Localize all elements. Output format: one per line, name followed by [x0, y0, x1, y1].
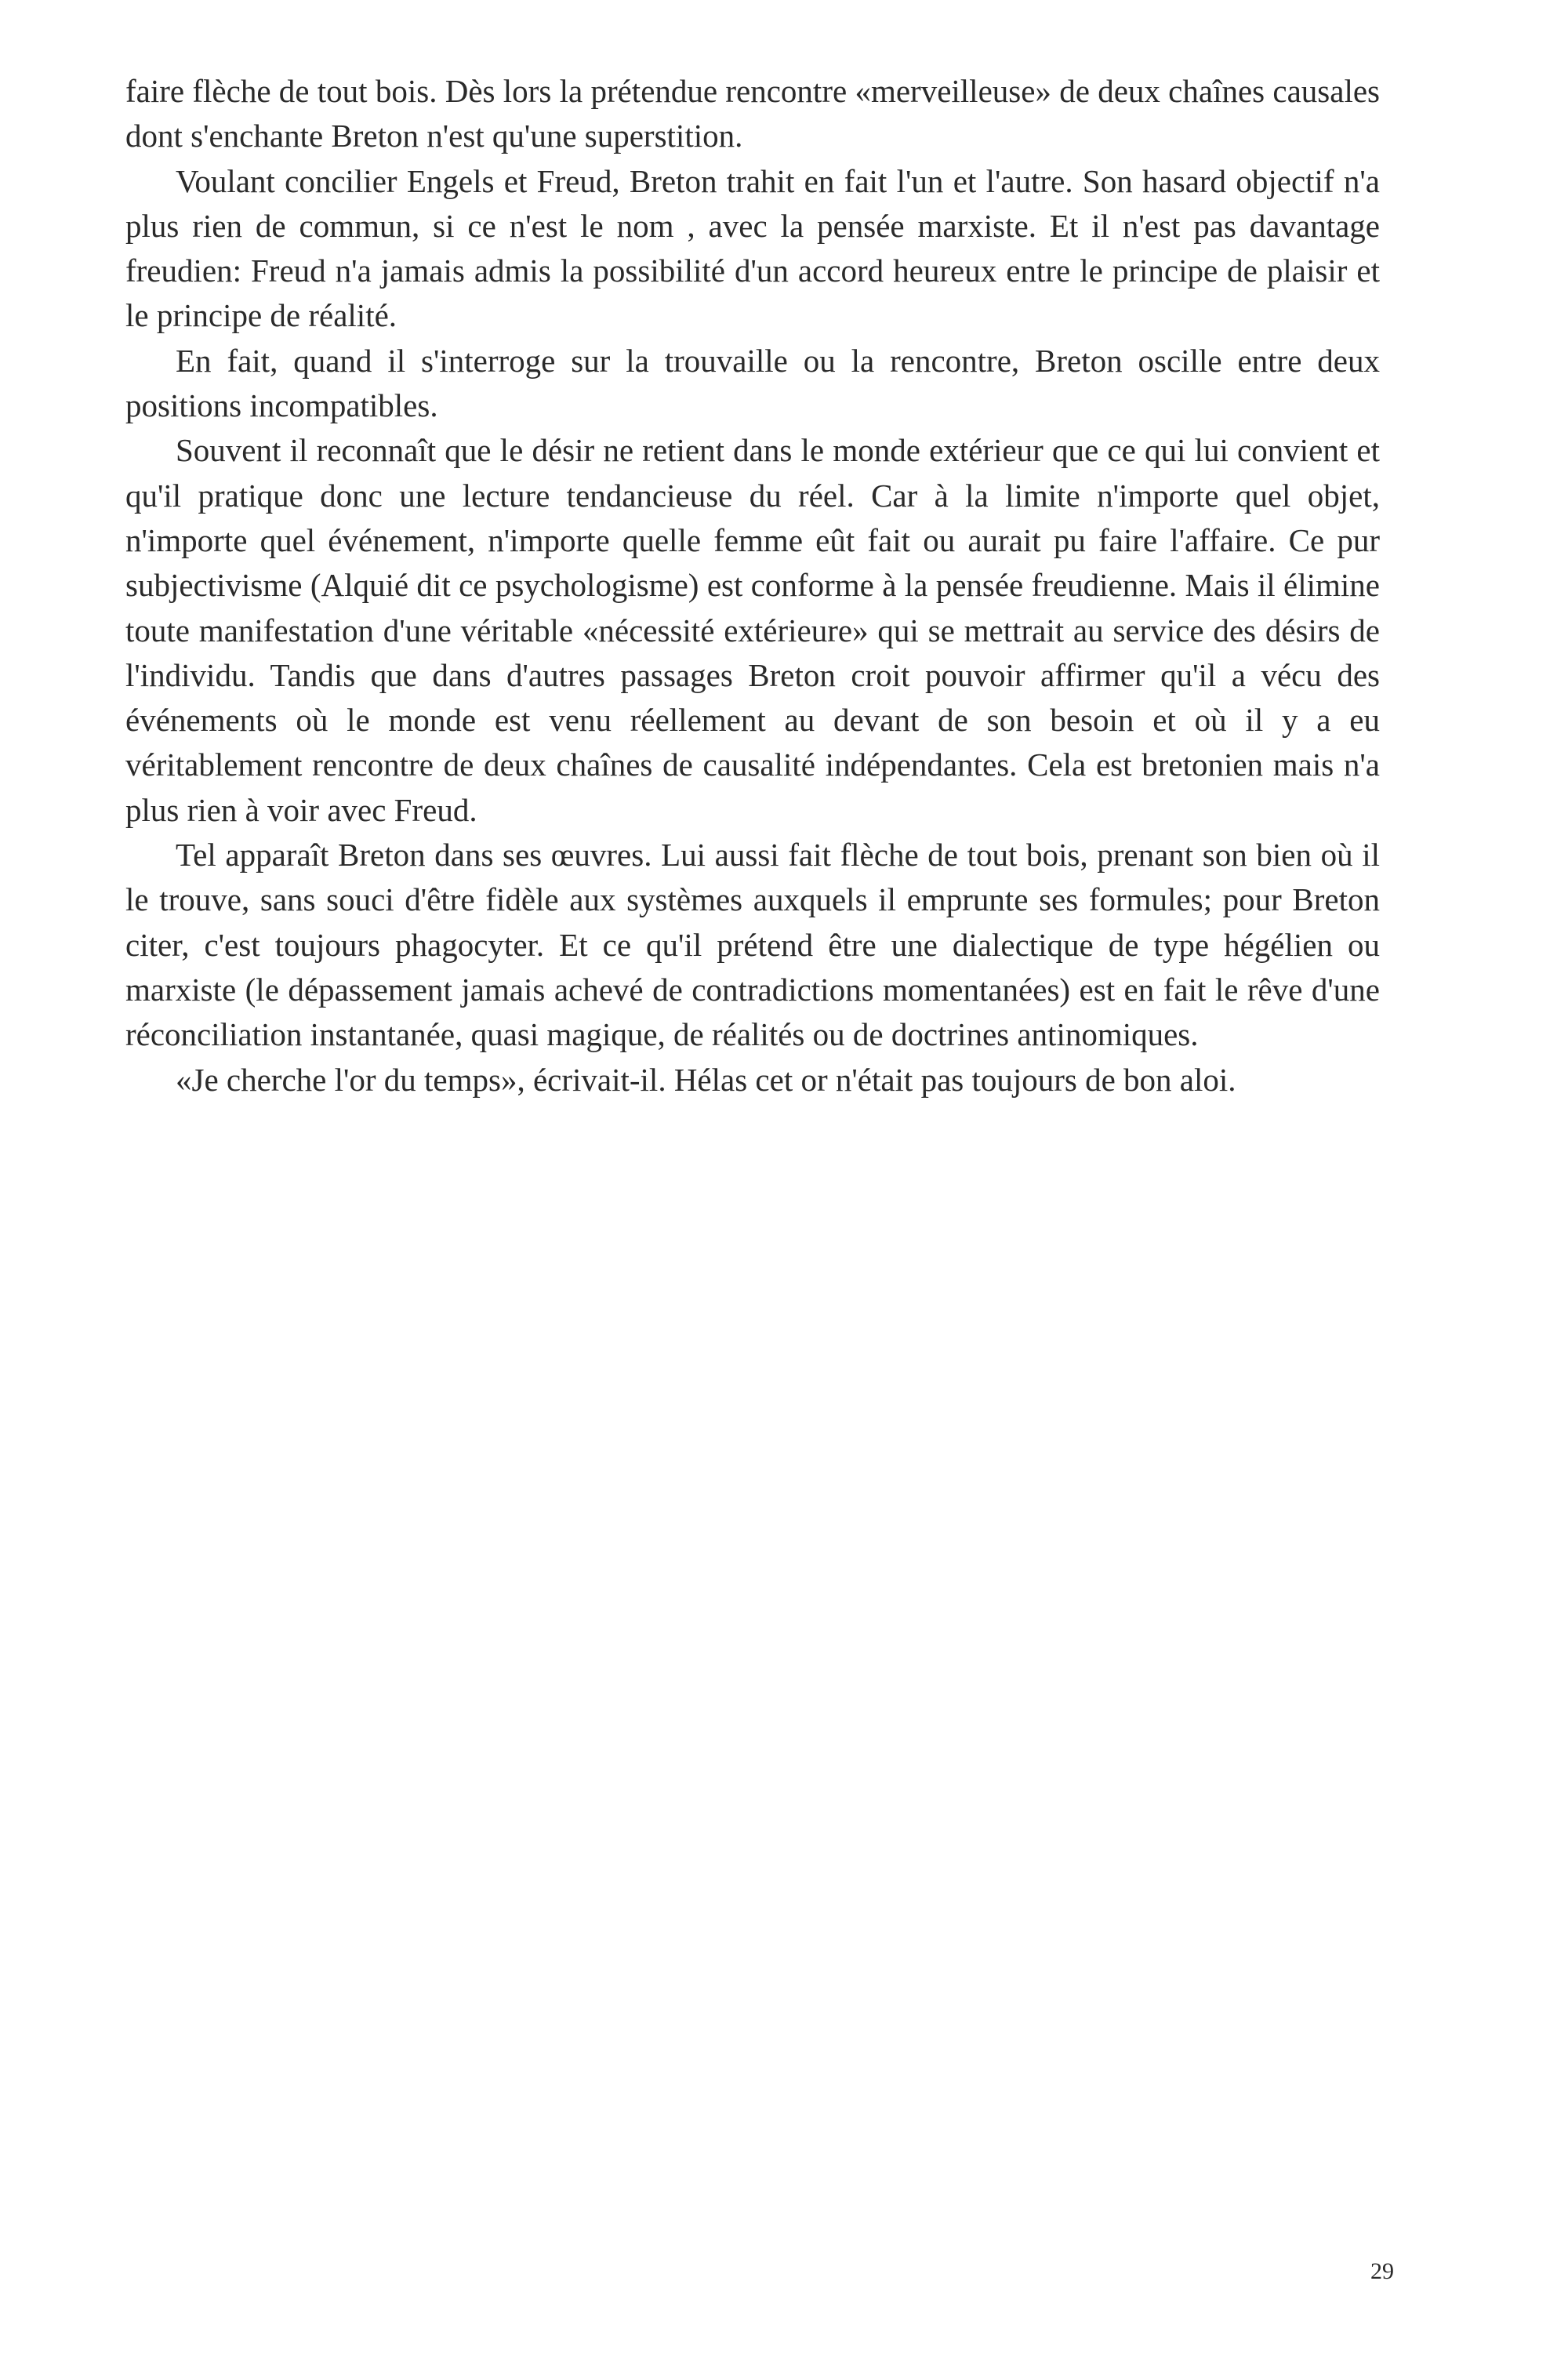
paragraph-engels-freud: Voulant concilier Engels et Freud, Breton trahit en fait l'un et l'autre. Son hasard objectif n'a plus rien de commun, si ce n'est le nom , avec la pensée marxiste. Et il n'est pas davantage freudien: Freud n'a jamais admis la possibilité d'un accord heureux entre le principe de plaisir et le principe de réalité. — [125, 162, 1380, 334]
body-text — [125, 69, 1380, 1102]
page-number: 29 — [1370, 2258, 1394, 2284]
paragraph-desire: Souvent il reconnaît que le désir ne retient dans le monde extérieur que ce qui lui convient et qu'il pratique donc une lecture tendancieuse du réel. Car à la limite n'importe quel objet, n'importe quel événement, n'importe quelle femme eût fait ou aurait pu faire l'affaire. Ce pur subjectivisme (Alquié dit ce psychologisme) est conforme à la pensée freudienne. Mais il élimine toute manifestation d'une véritable «nécessité extérieure» qui se mettrait au service des désirs de l'individu. Tandis que dans d'autres passages Breton croit pouvoir affirmer qu'il a vécu des événements où le monde est venu réellement au devant de son besoin et où il y a eu véritablement rencontre de deux chaînes de causalité indépendantes. Cela est bretonien mais n'a plus rien à voir avec Freud. — [125, 432, 1380, 828]
paragraph-continuation: faire flèche de tout bois. Dès lors la prétendue rencontre «merveilleuse» de deux chaînes causales dont s'enchante Breton n'est qu'une superstition. — [125, 73, 1380, 154]
paragraph-closing-quote: «Je cherche l'or du temps», écrivait-il. Hélas cet or n'était pas toujours de bon aloi. — [176, 1061, 1236, 1098]
paragraph-breton-works: Tel apparaît Breton dans ses œuvres. Lui aussi fait flèche de tout bois, prenant son bien où il le trouve, sans souci d'être fidèle aux systèmes auxquels il emprunte ses formules; pour Breton citer, c'est toujours phagocyter. Et ce qu'il prétend être une dialectique de type hégélien ou marxiste (le dépassement jamais achevé de contradictions momentanées) est en fait le rêve d'une réconciliation instantanée, quasi magique, de réalités ou de doctrines antinomiques. — [125, 837, 1380, 1053]
paragraph-two-positions: En fait, quand il s'interroge sur la trouvaille ou la rencontre, Breton oscille entre deux positions incompatibles. — [125, 342, 1380, 424]
